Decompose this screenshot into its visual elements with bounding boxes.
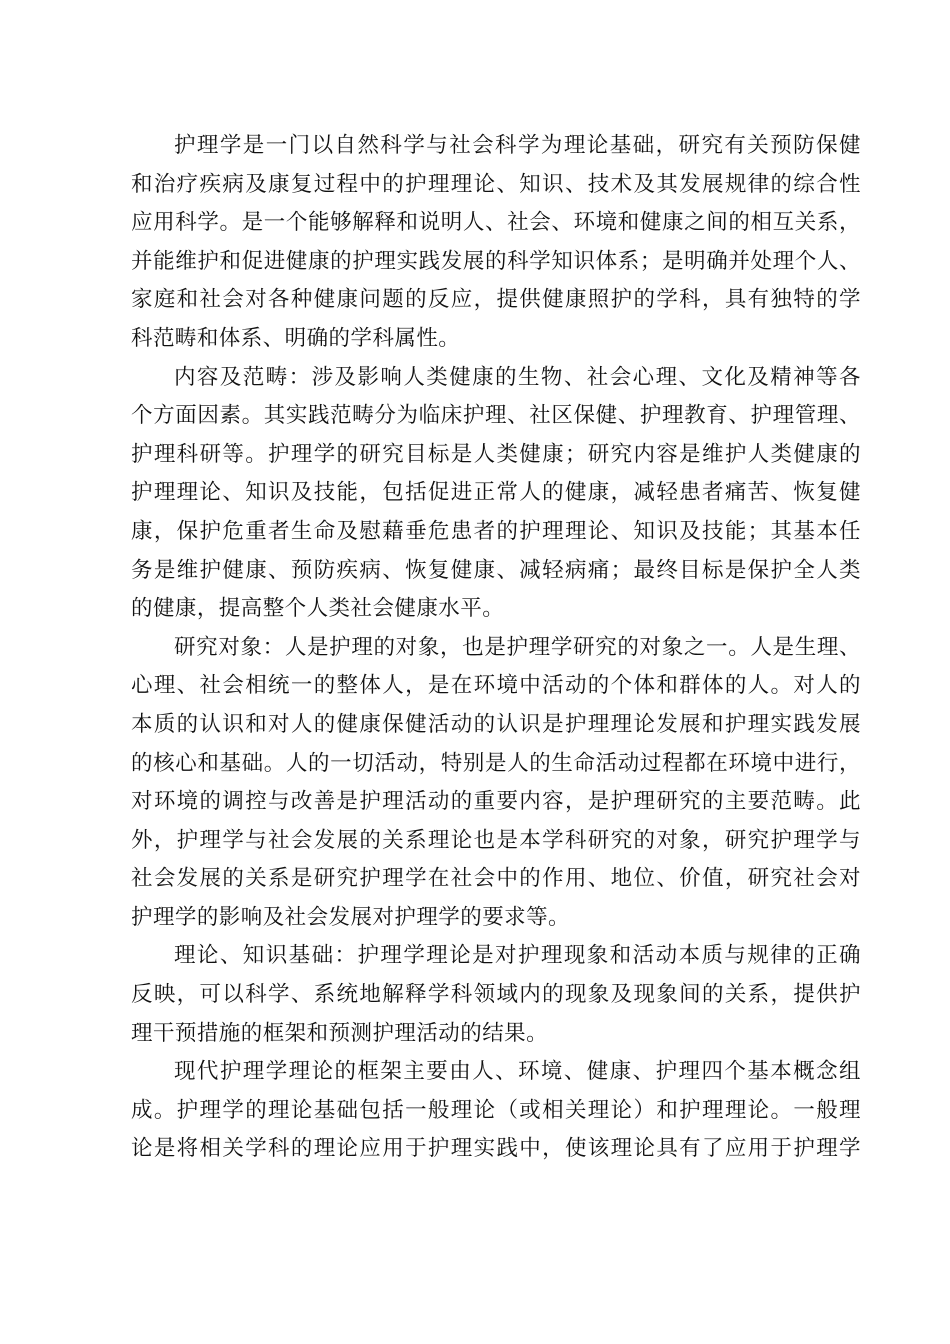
text-line: 现代护理学理论的框架主要由人、环境、健康、护理四个基本概念组 — [174, 1059, 861, 1085]
paragraph-modern-framework — [131, 1053, 861, 1169]
document-body — [131, 127, 861, 1169]
paragraph-research-object — [131, 629, 861, 938]
text-line: 反映，可以科学、系统地解释学科领域内的现象及现象间的关系，提供护 — [131, 982, 861, 1008]
text-line: 护理科研等。护理学的研究目标是人类健康；研究内容是维护人类健康的 — [131, 441, 861, 467]
text-line: 外，护理学与社会发展的关系理论也是本学科研究的对象，研究护理学与 — [131, 827, 861, 853]
text-line: 个方面因素。其实践范畴分为临床护理、社区保健、护理教育、护理管理、 — [131, 403, 861, 429]
text-line: 对环境的调控与改善是护理活动的重要内容，是护理研究的主要范畴。此 — [131, 789, 861, 815]
text-line: 康，保护危重者生命及慰藉垂危患者的护理理论、知识及技能；其基本任 — [131, 518, 861, 544]
text-line: 科范畴和体系、明确的学科属性。 — [131, 325, 461, 351]
text-line: 并能维护和促进健康的护理实践发展的科学知识体系；是明确并处理个人、 — [131, 248, 861, 274]
text-line: 应用科学。是一个能够解释和说明人、社会、环境和健康之间的相互关系， — [131, 210, 861, 236]
text-line: 务是维护健康、预防疾病、恢复健康、减轻病痛；最终目标是保护全人类 — [131, 557, 861, 583]
text-line: 护理学的影响及社会发展对护理学的要求等。 — [131, 904, 571, 930]
paragraph-nursing-definition — [131, 127, 861, 359]
text-line: 本质的认识和对人的健康保健活动的认识是护理理论发展和护理实践发展 — [131, 711, 861, 737]
text-line: 内容及范畴：涉及影响人类健康的生物、社会心理、文化及精神等各 — [174, 364, 861, 390]
text-line: 护理学是一门以自然科学与社会科学为理论基础，研究有关预防保健 — [174, 133, 861, 158]
text-line: 理干预措施的框架和预测护理活动的结果。 — [131, 1020, 549, 1046]
text-line: 和治疗疾病及康复过程中的护理理论、知识、技术及其发展规律的综合性 — [131, 171, 861, 197]
text-line: 研究对象：人是护理的对象，也是护理学研究的对象之一。人是生理、 — [174, 634, 861, 660]
paragraph-theory-basis — [131, 937, 861, 1053]
text-line: 的核心和基础。人的一切活动，特别是人的生命活动过程都在环境中进行， — [131, 750, 861, 776]
text-line: 护理理论、知识及技能，包括促进正常人的健康，减轻患者痛苦、恢复健 — [131, 480, 861, 506]
text-line: 的健康，提高整个人类社会健康水平。 — [131, 596, 505, 622]
text-line: 心理、社会相统一的整体人，是在环境中活动的个体和群体的人。对人的 — [131, 673, 861, 699]
text-line: 社会发展的关系是研究护理学在社会中的作用、地位、价值，研究社会对 — [131, 866, 861, 892]
paragraph-content-scope — [131, 359, 861, 629]
text-line: 理论、知识基础：护理学理论是对护理现象和活动本质与规律的正确 — [174, 943, 861, 969]
text-line: 论是将相关学科的理论应用于护理实践中，使该理论具有了应用于护理学 — [131, 1136, 861, 1162]
text-line: 家庭和社会对各种健康问题的反应，提供健康照护的学科，具有独特的学 — [131, 287, 861, 313]
text-line: 成。护理学的理论基础包括一般理论（或相关理论）和护理理论。一般理 — [131, 1097, 861, 1123]
